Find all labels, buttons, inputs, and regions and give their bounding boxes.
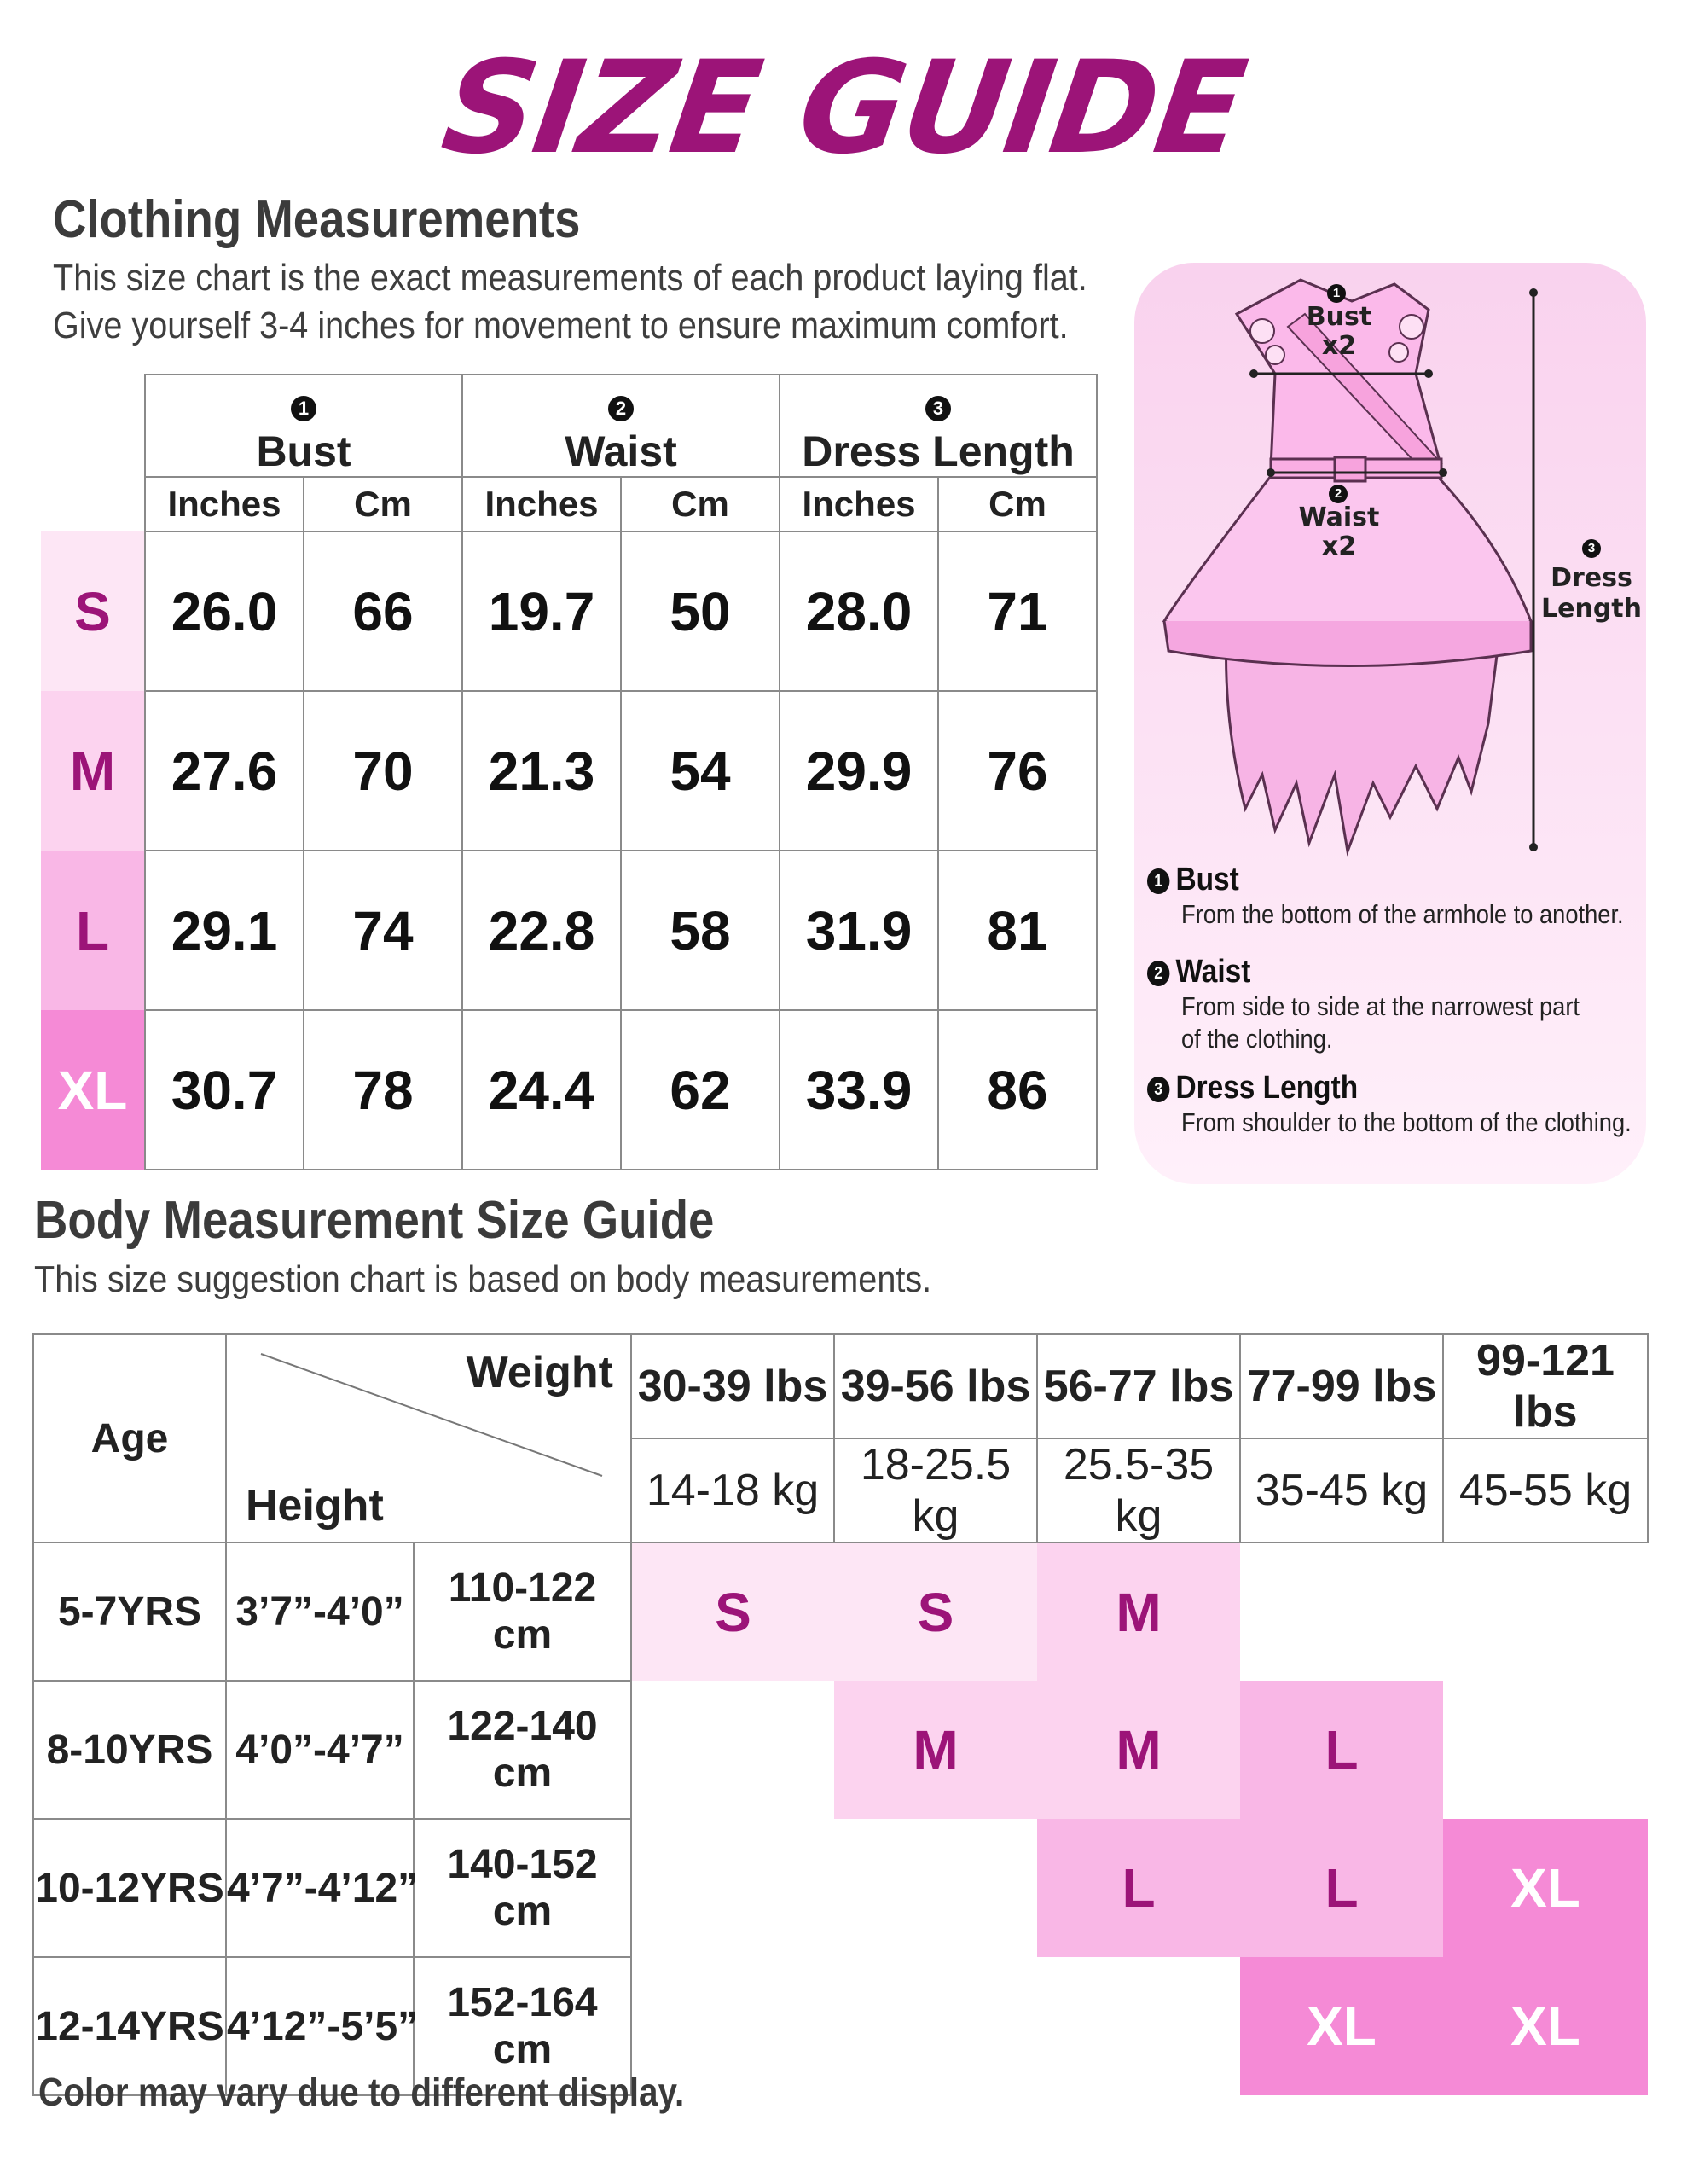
size-cell: M bbox=[1037, 1681, 1240, 1819]
table-cell: 74 bbox=[304, 851, 462, 1010]
weight-kg: 18-25.5 kg bbox=[834, 1438, 1037, 1542]
clothing-desc-2: Give yourself 3-4 inches for movement to ensure maximum comfort. bbox=[53, 305, 1069, 346]
dress-length-number-icon: 3 bbox=[925, 396, 951, 421]
height-cm-cell: 152-164 cm bbox=[414, 1957, 631, 2095]
diagram-bust-multiplier: x2 bbox=[1321, 331, 1357, 361]
empty-cell bbox=[1443, 1542, 1648, 1681]
empty-cell bbox=[1037, 1957, 1240, 2095]
table-cell: 66 bbox=[304, 531, 462, 691]
empty-cell bbox=[1443, 1681, 1648, 1819]
diagram-length-text-2: Length bbox=[1541, 594, 1642, 624]
number-2-icon: 2 bbox=[1147, 961, 1169, 986]
weight-kg: 14-18 kg bbox=[631, 1438, 834, 1542]
size-cell: L bbox=[1240, 1819, 1443, 1957]
legend-item-waist bbox=[1147, 954, 1659, 1055]
diagram-waist-text: Waist bbox=[1298, 502, 1380, 532]
column-header-dress-length bbox=[780, 375, 1097, 477]
weight-lbs: 56-77 lbs bbox=[1037, 1334, 1240, 1438]
table-cell: 76 bbox=[938, 691, 1097, 851]
footer-note: Color may vary due to different display. bbox=[38, 2070, 685, 2114]
table-cell: 71 bbox=[938, 531, 1097, 691]
diagram-length-text-1: Dress bbox=[1551, 563, 1632, 593]
legend-title: Waist bbox=[1175, 954, 1251, 990]
age-cell: 5-7YRS bbox=[33, 1542, 226, 1681]
table-cell: 54 bbox=[621, 691, 780, 851]
table-cell: 29.9 bbox=[780, 691, 938, 851]
table-cell: 29.1 bbox=[145, 851, 304, 1010]
age-cell: 8-10YRS bbox=[33, 1681, 226, 1819]
column-header-label: Waist bbox=[565, 427, 677, 475]
diagram-waist-label bbox=[1292, 503, 1386, 561]
empty-cell bbox=[834, 1957, 1037, 2095]
size-label: L bbox=[41, 851, 145, 1010]
table-cell: 50 bbox=[621, 531, 780, 691]
size-cell: XL bbox=[1443, 1957, 1648, 2095]
size-label: M bbox=[41, 691, 145, 851]
number-3-icon: 3 bbox=[1147, 1077, 1169, 1102]
size-cell: XL bbox=[1443, 1819, 1648, 1957]
table-cell: 62 bbox=[621, 1010, 780, 1170]
height-cm-cell: 140-152 cm bbox=[414, 1819, 631, 1957]
height-ft-cell: 4’7”-4’12” bbox=[226, 1819, 414, 1957]
table-cell: 81 bbox=[938, 851, 1097, 1010]
weight-kg: 35-45 kg bbox=[1240, 1438, 1443, 1542]
table-cell: 31.9 bbox=[780, 851, 938, 1010]
empty-cell bbox=[631, 1681, 834, 1819]
table-row bbox=[33, 1681, 1648, 1819]
table-row bbox=[33, 1819, 1648, 1957]
table-row bbox=[41, 1010, 1097, 1170]
age-header: Age bbox=[33, 1334, 226, 1542]
size-cell: M bbox=[834, 1681, 1037, 1819]
height-label: Height bbox=[246, 1481, 384, 1531]
weight-lbs: 30-39 lbs bbox=[631, 1334, 834, 1438]
size-cell: S bbox=[834, 1542, 1037, 1681]
empty-cell bbox=[1240, 1542, 1443, 1681]
body-desc: This size suggestion chart is based on body measurements. bbox=[34, 1258, 932, 1300]
table-cell: 86 bbox=[938, 1010, 1097, 1170]
table-row bbox=[41, 531, 1097, 691]
size-cell: L bbox=[1240, 1681, 1443, 1819]
table-cell: 21.3 bbox=[462, 691, 621, 851]
age-cell: 12-14YRS bbox=[33, 1957, 226, 2095]
weight-lbs: 99-121 lbs bbox=[1443, 1334, 1648, 1438]
table-cell: 19.7 bbox=[462, 531, 621, 691]
weight-lbs: 39-56 lbs bbox=[834, 1334, 1037, 1438]
empty-cell bbox=[834, 1819, 1037, 1957]
table-cell: 30.7 bbox=[145, 1010, 304, 1170]
size-label: S bbox=[41, 531, 145, 691]
height-ft-cell: 4’0”-4’7” bbox=[226, 1681, 414, 1819]
weight-height-header bbox=[226, 1334, 631, 1542]
legend-item-bust bbox=[1147, 862, 1687, 931]
waist-number-icon: 2 bbox=[1329, 485, 1348, 503]
legend-desc: From shoulder to the bottom of the clothing. bbox=[1181, 1107, 1632, 1137]
column-header-label: Dress Length bbox=[802, 427, 1075, 475]
clothing-measurements-table bbox=[41, 374, 1098, 1170]
waist-number-icon: 2 bbox=[608, 396, 634, 421]
table-corner bbox=[41, 375, 145, 531]
height-cm-cell: 122-140 cm bbox=[414, 1681, 631, 1819]
unit-cm: Cm bbox=[621, 477, 780, 531]
diagram-waist-multiplier: x2 bbox=[1321, 531, 1357, 561]
unit-cm: Cm bbox=[938, 477, 1097, 531]
table-cell: 24.4 bbox=[462, 1010, 621, 1170]
age-cell: 10-12YRS bbox=[33, 1819, 226, 1957]
size-cell: M bbox=[1037, 1542, 1240, 1681]
unit-cm: Cm bbox=[304, 477, 462, 531]
column-header-waist bbox=[462, 375, 780, 477]
table-cell: 78 bbox=[304, 1010, 462, 1170]
body-size-table bbox=[32, 1333, 1649, 2096]
diagram-length-label bbox=[1535, 563, 1648, 624]
clothing-desc-1: This size chart is the exact measurements of each product laying flat. bbox=[53, 257, 1087, 299]
legend-desc: From the bottom of the armhole to another. bbox=[1181, 899, 1624, 929]
size-cell: S bbox=[631, 1542, 834, 1681]
legend-title: Bust bbox=[1175, 862, 1239, 897]
table-cell: 70 bbox=[304, 691, 462, 851]
legend-item-dress-length bbox=[1147, 1070, 1687, 1139]
weight-kg: 45-55 kg bbox=[1443, 1438, 1648, 1542]
diagram-bust-text: Bust bbox=[1306, 302, 1372, 332]
table-cell: 22.8 bbox=[462, 851, 621, 1010]
height-cm-cell: 110-122 cm bbox=[414, 1542, 631, 1681]
height-ft-cell: 4’12”-5’5” bbox=[226, 1957, 414, 2095]
size-cell: L bbox=[1037, 1819, 1240, 1957]
unit-inches: Inches bbox=[780, 477, 938, 531]
table-cell: 58 bbox=[621, 851, 780, 1010]
size-label: XL bbox=[41, 1010, 145, 1170]
size-cell: XL bbox=[1240, 1957, 1443, 2095]
table-cell: 26.0 bbox=[145, 531, 304, 691]
diagram-bust-label bbox=[1296, 303, 1382, 361]
clothing-heading: Clothing Measurements bbox=[53, 190, 581, 249]
dress-illustration bbox=[1134, 263, 1646, 860]
table-cell: 27.6 bbox=[145, 691, 304, 851]
body-heading: Body Measurement Size Guide bbox=[34, 1191, 715, 1250]
empty-cell bbox=[631, 1819, 834, 1957]
legend-title: Dress Length bbox=[1175, 1070, 1359, 1106]
page-title: SIZE GUIDE bbox=[434, 34, 1253, 183]
column-header-bust bbox=[145, 375, 462, 477]
table-cell: 33.9 bbox=[780, 1010, 938, 1170]
bust-number-icon: 1 bbox=[291, 396, 316, 421]
dress-length-number-icon: 3 bbox=[1582, 539, 1601, 558]
column-header-label: Bust bbox=[256, 427, 351, 475]
table-row bbox=[41, 691, 1097, 851]
table-cell: 28.0 bbox=[780, 531, 938, 691]
number-1-icon: 1 bbox=[1147, 868, 1169, 894]
height-ft-cell: 3’7”-4’0” bbox=[226, 1542, 414, 1681]
weight-lbs: 77-99 lbs bbox=[1240, 1334, 1443, 1438]
bust-number-icon: 1 bbox=[1327, 284, 1346, 303]
unit-inches: Inches bbox=[462, 477, 621, 531]
unit-inches: Inches bbox=[145, 477, 304, 531]
legend-desc: From side to side at the narrowest part of the clothing. bbox=[1181, 991, 1580, 1054]
weight-label: Weight bbox=[466, 1348, 613, 1397]
table-row bbox=[41, 851, 1097, 1010]
weight-kg: 25.5-35 kg bbox=[1037, 1438, 1240, 1542]
table-row bbox=[33, 1542, 1648, 1681]
